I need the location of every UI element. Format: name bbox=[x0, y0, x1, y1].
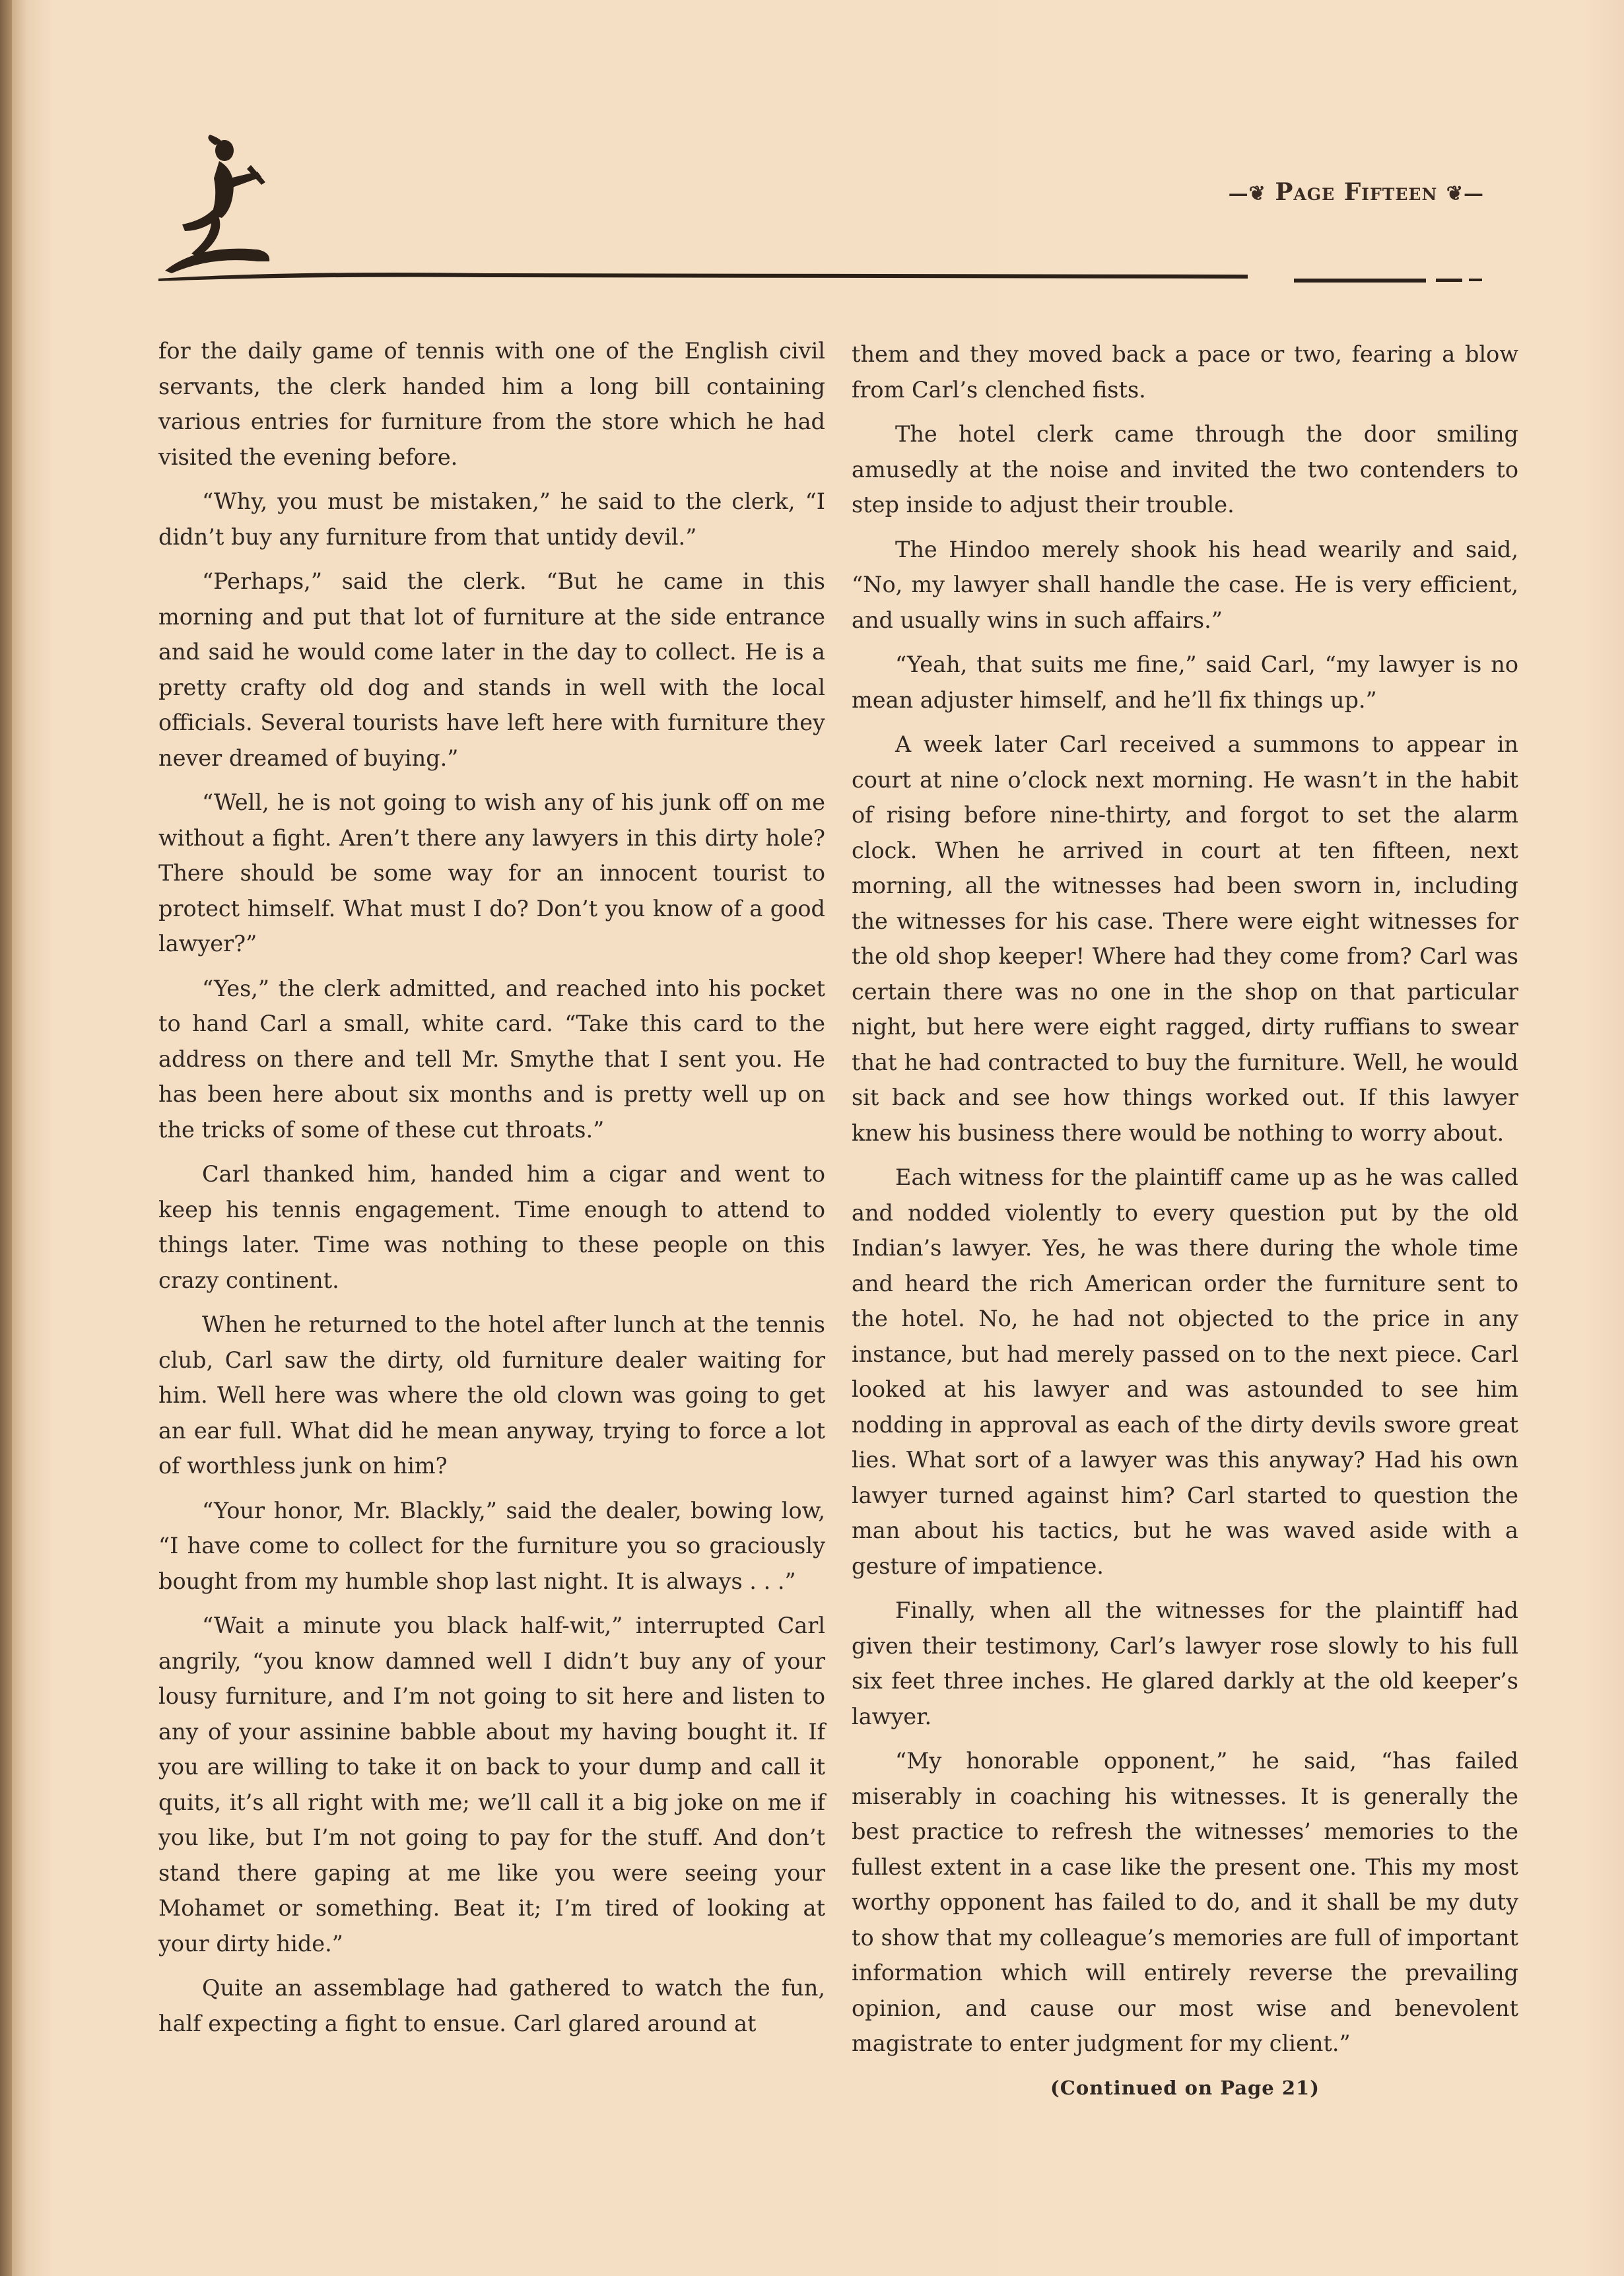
paragraph: “Perhaps,” said the clerk. “But he came in this morning and put that lot of furniture at the side entrance and said he would come later in the day to collect. He is a pretty crafty old dog and stands in well with the local officials. Several tourists have left here with furniture they never dreamed of buying.” bbox=[158, 568, 825, 771]
paragraph: “Yes,” the clerk admitted, and reached into his pocket to hand Carl a small, white card. “Take this card to the address on there and tell Mr. Smythe that I sent you. He has been here about six months and is pretty well up on the tricks of some of these cut throats.” bbox=[158, 975, 825, 1143]
paragraph: “Well, he is not going to wish any of his junk off on me without a fight. Aren’t there any lawyers in this dirty hole? There should be some way for an innocent tourist to protect himself. What must I do? Don’t you know of a good lawyer?” bbox=[158, 789, 825, 956]
ornament-left-icon: —❦ bbox=[1228, 182, 1266, 205]
paragraph: Quite an assemblage had gathered to watch the fun, half expecting a fight to ensue. Carl glared around at bbox=[158, 1975, 825, 2036]
paragraph: Finally, when all the witnesses for the plaintiff had given their testimony, Carl’s lawyer rose slowly to his full six feet three inches. He glared darkly at the old keeper’s lawyer. bbox=[852, 1597, 1518, 1729]
header-rule bbox=[158, 264, 1518, 290]
paragraph: “Why, you must be mistaken,” he said to the clerk, “I didn’t buy any furniture from that untidy devil.” bbox=[158, 488, 825, 550]
running-figure-icon bbox=[158, 132, 290, 284]
paragraph: When he returned to the hotel after lunch at the tennis club, Carl saw the dirty, old furniture dealer waiting for him. Well here was where the old clown was going to get an ear full. What did he mean anyway, trying to force a lot of worthless junk on him? bbox=[158, 1312, 825, 1479]
continued-note: (Continued on Page 21) bbox=[1050, 2076, 1320, 2099]
paragraph: “My honorable opponent,” he said, “has failed miserably in coaching his witnesses. It is generally the best practice to refresh the witnesses’ memories to the fullest extent in a case like the present one. This my most worthy opponent has failed to do, and it shall be my duty to show that my colleague’s memories are full of important information which will entirely reverse the prevailing opinion, and cause our most wise and benevolent magistrate to enter judgment for my client.” bbox=[852, 1748, 1518, 2056]
paragraph: “Yeah, that suits me fine,” said Carl, “my lawyer is no mean adjuster himself, and he’ll fix things up.” bbox=[852, 652, 1518, 713]
paragraph: Each witness for the plaintiff came up as he was called and nodded violently to every question put by the old Indian’s lawyer. Yes, he was there during the whole time and heard the rich American order the furniture sent to the hotel. No, he had not objected to the price in any instance, but had merely passed on to the next piece. Carl looked at his lawyer and was astounded to see him nodding in approval as each of the dirty devils swore great lies. What sort of a lawyer was this anyway? Had his own lawyer turned against him? Carl started to question the man about his tactics, but he was waved aside with a gesture of impatience. bbox=[852, 1164, 1518, 1579]
paragraph: The hotel clerk came through the door smiling amusedly at the noise and invited the two contenders to step inside to adjust their trouble. bbox=[852, 421, 1518, 518]
paragraph: them and they moved back a pace or two, fearing a blow from Carl’s clenched fists. bbox=[852, 341, 1518, 403]
paragraph: Carl thanked him, handed him a cigar and went to keep his tennis engagement. Time enough to attend to things later. Time was nothing to these people on this crazy continent. bbox=[158, 1161, 825, 1293]
book-binding-edge bbox=[0, 0, 12, 2276]
paragraph: The Hindoo merely shook his head wearily and said, “No, my lawyer shall handle the case. He is very efficient, and usually wins in such affairs.” bbox=[852, 536, 1518, 633]
page-label: Page Fifteen bbox=[1275, 178, 1438, 206]
paragraph: for the daily game of tennis with one of the English civil servants, the clerk handed him a long bill containing various entries for furniture from the store which he had visited the evening before. bbox=[158, 338, 825, 470]
ornament-right-icon: ❦— bbox=[1446, 182, 1484, 205]
page-number-label bbox=[1229, 178, 1484, 206]
right-column bbox=[852, 337, 1518, 2106]
paragraph: “Wait a minute you black half-wit,” interrupted Carl angrily, “you know damned well I didn’t buy any of your lousy furniture, and I’m not going to sit here and listen to any of your assinine babble about my having bought it. If you are willing to take it on back to your dump and call it quits, it’s all right with me; we’ll call it a big joke on me if you like, but I’m not going to pay for the stuff. And don’t stand there gaping at me like you were seeing your Mohamet or something. Beat it; I’m tired of looking at your dirty hide.” bbox=[158, 1613, 825, 1957]
paragraph: A week later Carl received a summons to appear in court at nine o’clock next morning. He wasn’t in the habit of rising before nine-thirty, and forgot to set the alarm clock. When he arrived in court at ten fifteen, next morning, all the witnesses had been sworn in, including the witnesses for his case. There were eight witnesses for the old shop keeper! Where had they come from? Carl was certain there was no one in the shop on that particular night, but here were eight ragged, dirty ruffians to swear that he had contracted to buy the furniture. Well, he would sit back and see how things worked out. If this lawyer knew his business there would be nothing to worry about. bbox=[852, 731, 1518, 1146]
paragraph: “Your honor, Mr. Blackly,” said the dealer, bowing low, “I have come to collect for the furniture you so graciously bought from my humble shop last night. It is always . . .” bbox=[158, 1497, 825, 1594]
left-column bbox=[158, 333, 825, 2050]
